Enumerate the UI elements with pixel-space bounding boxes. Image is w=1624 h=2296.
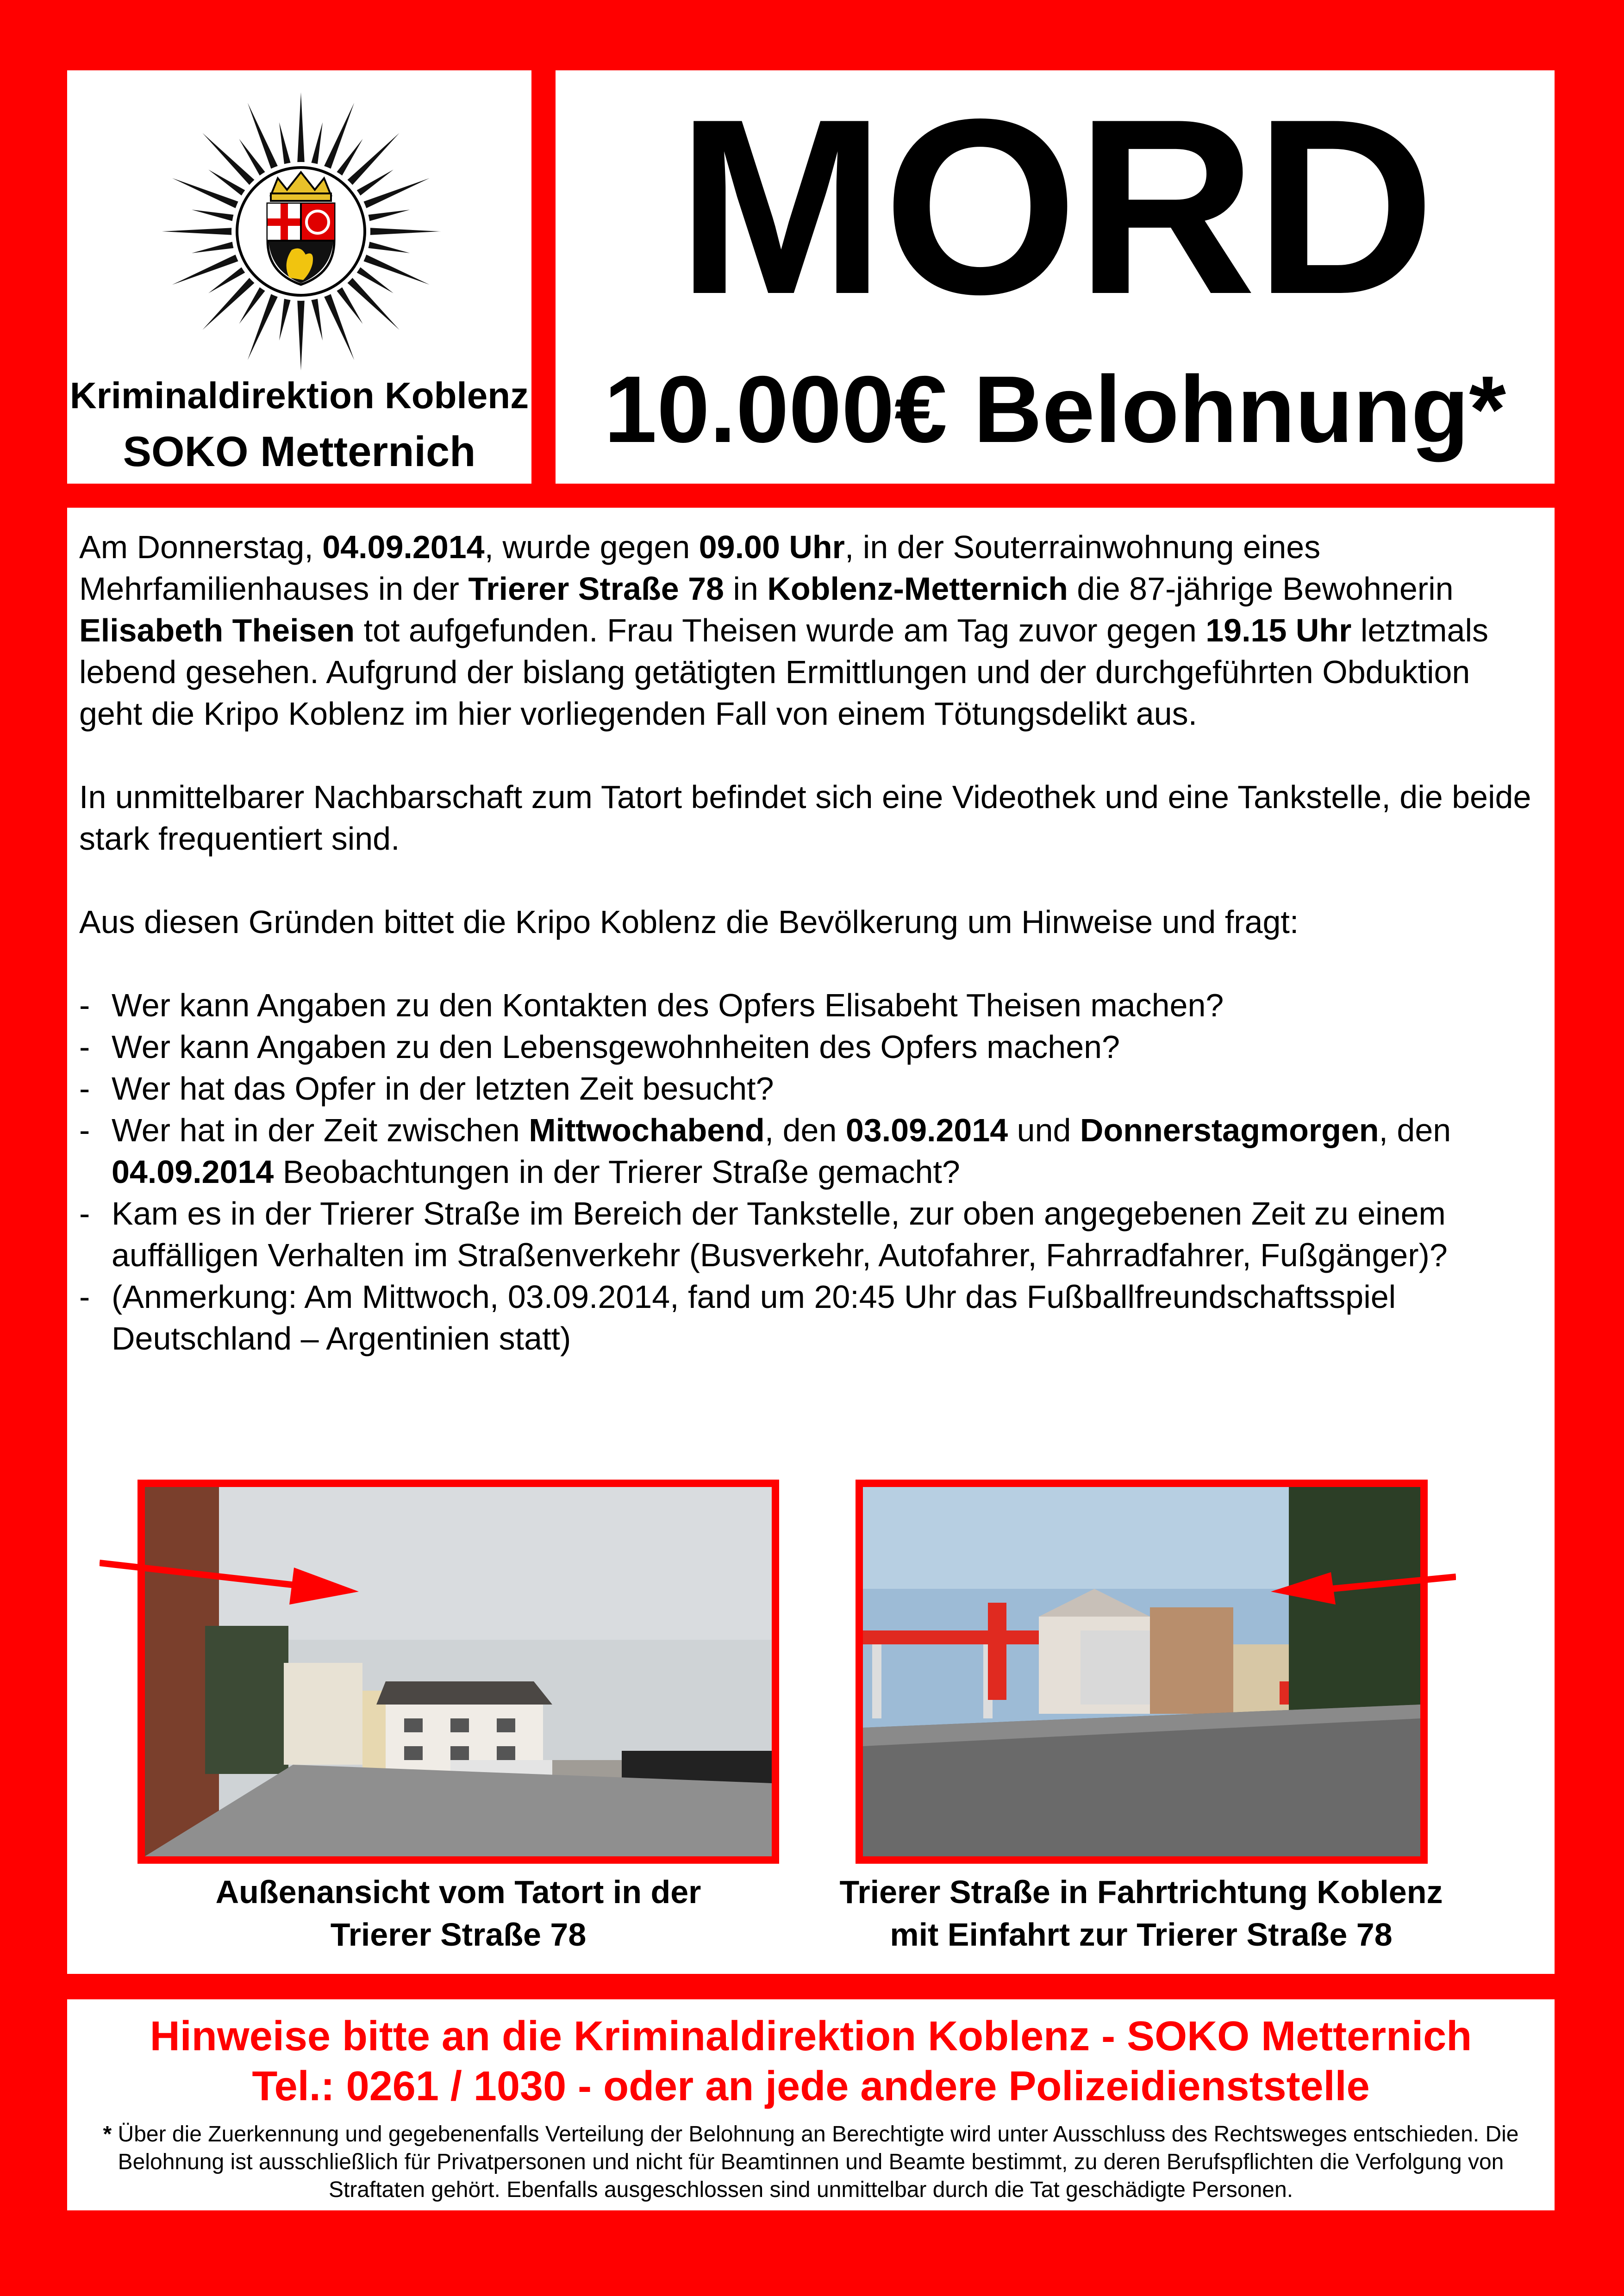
logo-panel [67, 70, 531, 484]
phone-line: Tel.: 0261 / 1030 - oder an jede andere Polizeidienststelle [252, 2063, 1370, 2109]
contact-line: Hinweise bitte an die Kriminaldirektion Koblenz - SOKO Metternich [150, 2013, 1472, 2060]
title-panel [556, 67, 1555, 484]
list-dash: - [79, 1070, 90, 1107]
question-text: Kam es in der Trierer Straße im Bereich der Tankstelle, zur oben angegebenen Zeit zu einem auffälligen Verhalten im Straßenverkehr (Busverkehr, Autofahrer, Fahrradfahrer, Fußgänger)? [112, 1195, 1448, 1273]
district-bold: Koblenz-Metternich [767, 571, 1068, 607]
appeal-text [79, 526, 1542, 1359]
caption-line: mit Einfahrt zur Trierer Straße 78 [890, 1916, 1393, 1953]
footer-panel [67, 1999, 1555, 2210]
text-bold: 04.09.2014 [112, 1154, 274, 1190]
question-item [79, 984, 1542, 1026]
text-run: letztmals lebend gesehen. Aufgrund der bislang getätigten Ermittlungen und der durchgeführten Obduktion geht die Kripo Koblenz im hier vorliegenden Fall von einem Tötungsdelikt aus. [79, 612, 1489, 732]
list-dash: - [79, 1029, 90, 1065]
text-run: tot aufgefunden. Frau Theisen wurde am Tag zuvor gegen [355, 612, 1206, 648]
list-dash: - [79, 1195, 90, 1232]
asterisk: * [103, 2122, 112, 2147]
arrow-icon [100, 1554, 359, 1609]
paragraph-incident [79, 526, 1542, 734]
text-run: , in der Souterrainwohnung eines Mehrfamilienhauses in der [79, 529, 1321, 607]
caption-line: Trierer Straße 78 [330, 1916, 587, 1953]
text-run: Wer hat in der Zeit zwischen [112, 1112, 529, 1148]
victim-name-bold: Elisabeth Theisen [79, 612, 355, 648]
question-item [79, 1026, 1542, 1068]
text-bold: 03.09.2014 [845, 1112, 1008, 1148]
disclaimer [86, 2121, 1536, 2204]
list-dash: - [79, 987, 90, 1023]
headline: MORD [677, 67, 1433, 346]
list-dash: - [79, 1279, 90, 1315]
question-text: Wer hat das Opfer in der letzten Zeit besucht? [112, 1070, 774, 1107]
text-run: Am Donnerstag, [79, 529, 323, 565]
disclaimer-text: Über die Zuerkennung und gegebenenfalls Verteilung der Belohnung an Berechtigte wird unter Ausschluss des Rechtsweges entschieden. Die Belohnung ist ausschließlich für Privatpersonen und nicht für Beamtinnen und Beamte bestimmt, zu deren Berufspflichten die Verfolgung von Straftaten gehört. Ebenfalls ausgeschlossen sind unmittelbar durch die Tat geschädigte Personen. [112, 2122, 1519, 2202]
text-run: , wurde gegen [484, 529, 699, 565]
caption-line: Trierer Straße in Fahrtrichtung Koblenz [839, 1874, 1443, 1910]
photo-caption-left [123, 1871, 794, 1956]
question-text: Wer kann Angaben zu den Kontakten des Opfers Elisabeht Theisen machen? [112, 987, 1224, 1023]
time-bold: 09.00 Uhr [699, 529, 845, 565]
text-run: , den [1379, 1112, 1451, 1148]
text-bold: Donnerstagmorgen [1080, 1112, 1379, 1148]
text-run: Beobachtungen in der Trierer Straße gemacht? [274, 1154, 960, 1190]
arrow-icon [1271, 1568, 1456, 1605]
address-bold: Trierer Straße 78 [468, 571, 724, 607]
photo-caption-right [826, 1871, 1456, 1956]
logo-organisation: Kriminaldirektion Koblenz [69, 375, 529, 416]
question-text: (Anmerkung: Am Mittwoch, 03.09.2014, fand um 20:45 Uhr das Fußballfreundschaftsspiel Deutschland – Argentinien statt) [112, 1279, 1396, 1356]
reward-line: 10.000€ Belohnung* [604, 356, 1506, 462]
time-bold: 19.15 Uhr [1206, 612, 1352, 648]
text-run: die 87-jährige Bewohnerin [1068, 571, 1454, 607]
question-text [112, 1109, 1542, 1193]
text-run: , den [764, 1112, 846, 1148]
text-run: und [1008, 1112, 1080, 1148]
list-dash: - [79, 1112, 90, 1148]
photo-crime-scene [137, 1480, 779, 1864]
question-item [79, 1109, 1542, 1193]
police-star-badge-icon [144, 74, 458, 389]
date-bold: 04.09.2014 [322, 529, 485, 565]
question-item [79, 1193, 1542, 1276]
question-item [79, 1276, 1542, 1359]
question-item [79, 1068, 1542, 1109]
logo-unit: SOKO Metternich [123, 428, 476, 475]
text-run: in [724, 571, 768, 607]
paragraph-request: Aus diesen Gründen bittet die Kripo Koblenz die Bevölkerung um Hinweise und fragt: [79, 904, 1299, 940]
main-panel [67, 508, 1555, 1974]
text-bold: Mittwochabend [529, 1112, 765, 1148]
caption-line: Außenansicht vom Tatort in der [215, 1874, 701, 1910]
question-text: Wer kann Angaben zu den Lebensgewohnheiten des Opfers machen? [112, 1029, 1120, 1065]
paragraph-neighbourhood: In unmittelbarer Nachbarschaft zum Tatort befindet sich eine Videothek und eine Tankstelle, die beide stark frequentiert sind. [79, 779, 1531, 857]
photo-trierer-strasse [856, 1480, 1428, 1864]
